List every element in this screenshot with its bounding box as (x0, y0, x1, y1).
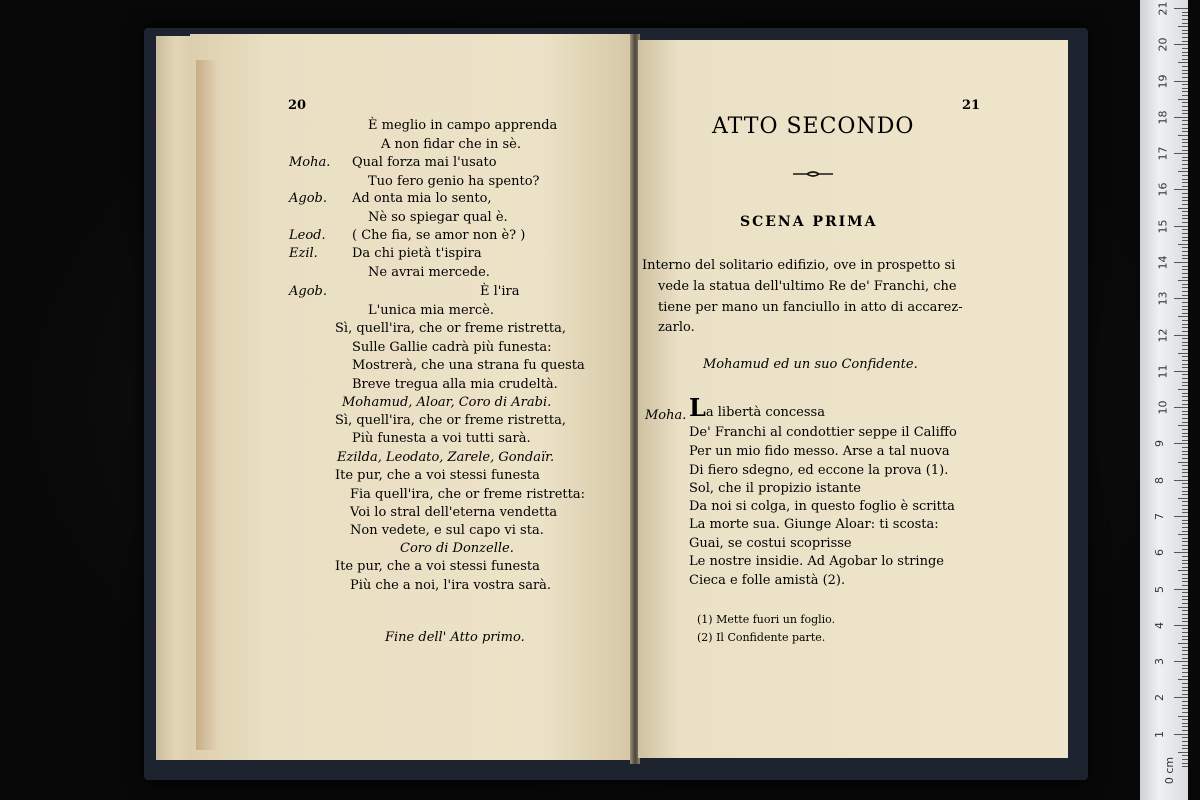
footnote: (1) Mette fuori un foglio. (697, 613, 836, 626)
ruler-tick (1182, 509, 1188, 510)
ruler-label: 3 (1153, 658, 1166, 666)
ruler-tick (1174, 226, 1188, 227)
ruler-tick (1182, 560, 1188, 561)
ruler-label: 2 (1153, 694, 1166, 702)
ruler-tick (1174, 552, 1188, 553)
verse-line: Sì, quell'ira, che or freme ristretta, (335, 321, 567, 336)
ornament-icon (793, 170, 833, 178)
ruler-tick (1182, 491, 1188, 492)
ruler-tick (1182, 269, 1188, 270)
ruler-tick (1182, 287, 1188, 288)
ruler-tick (1178, 607, 1188, 608)
ruler-tick (1182, 400, 1188, 401)
ruler-tick (1174, 117, 1188, 118)
ruler-tick (1182, 737, 1188, 738)
ruler-tick (1182, 66, 1188, 67)
ruler-tick (1182, 30, 1188, 31)
ruler-label: 7 (1153, 513, 1166, 520)
ruler-tick (1174, 335, 1188, 336)
ruler-tick (1182, 618, 1188, 619)
verse-line: Ite pur, che a voi stessi funesta (335, 559, 540, 574)
verse-line: Più che a noi, l'ira vostra sarà. (350, 578, 552, 593)
ruler-tick (1182, 309, 1188, 310)
ruler-tick (1182, 197, 1188, 198)
ruler-tick (1182, 690, 1188, 691)
ruler-tick (1182, 549, 1188, 550)
ruler-tick (1182, 157, 1188, 158)
act-title: ATTO SECONDO (712, 114, 915, 139)
ruler-tick (1182, 338, 1188, 339)
speaker-label: Leod. (289, 228, 326, 243)
ruler-tick (1182, 251, 1188, 252)
ruler-tick (1182, 131, 1188, 132)
ruler-tick (1182, 70, 1188, 71)
verse-line: Voi lo stral dell'eterna vendetta (350, 505, 558, 520)
ruler-tick (1178, 26, 1188, 27)
ruler-tick (1182, 168, 1188, 169)
verse-line: Sulle Gallie cadrà più funesta: (352, 340, 552, 355)
ruler-tick (1182, 182, 1188, 183)
ruler-tick (1182, 360, 1188, 361)
ruler-tick (1182, 240, 1188, 241)
ruler-label: 10 (1156, 400, 1170, 415)
ruler-tick (1174, 44, 1188, 45)
ruler-tick (1182, 59, 1188, 60)
ruler-tick (1174, 661, 1188, 662)
footnote: (2) Il Confidente parte. (697, 631, 826, 644)
ruler-label: 11 (1156, 364, 1170, 379)
right-page-number: 21 (962, 98, 981, 113)
ruler-tick (1182, 447, 1188, 448)
ruler-tick (1182, 665, 1188, 666)
ruler-tick (1182, 37, 1188, 38)
ruler-tick (1182, 741, 1188, 742)
ruler-tick (1174, 480, 1188, 481)
ruler-tick (1182, 88, 1188, 89)
ruler-tick (1174, 625, 1188, 626)
ruler-tick (1178, 316, 1188, 317)
ruler-tick (1182, 396, 1188, 397)
ruler-tick (1174, 371, 1188, 372)
ruler-tick (1182, 404, 1188, 405)
ruler-tick (1182, 748, 1188, 749)
ruler-tick (1182, 52, 1188, 53)
page-stain (196, 60, 218, 750)
ruler-tick (1182, 382, 1188, 383)
ruler-label: 6 (1153, 549, 1166, 557)
ruler-label: 21 (1156, 1, 1170, 16)
ruler-tick (1182, 719, 1188, 720)
ruler-tick (1182, 331, 1188, 332)
ruler-tick (1178, 570, 1188, 571)
ruler-tick (1182, 512, 1188, 513)
ruler-tick (1182, 327, 1188, 328)
verse-line: Sì, quell'ira, che or freme ristretta, (335, 413, 567, 428)
ruler-tick (1182, 436, 1188, 437)
ruler-tick (1182, 367, 1188, 368)
ruler-tick (1182, 110, 1188, 111)
ruler-tick (1182, 291, 1188, 292)
ruler-tick (1182, 520, 1188, 521)
ruler-tick (1182, 429, 1188, 430)
ruler-tick (1182, 599, 1188, 600)
ruler-tick (1182, 723, 1188, 724)
ruler-tick (1178, 244, 1188, 245)
ruler-tick (1182, 295, 1188, 296)
ruler-tick (1182, 531, 1188, 532)
verse-line: Tuo fero genio ha spento? (368, 174, 540, 189)
ruler-tick (1182, 454, 1188, 455)
ruler-tick (1182, 146, 1188, 147)
ruler-tick (1174, 443, 1188, 444)
stage-direction-line: zarlo. (658, 320, 695, 335)
ruler-label: 1 (1153, 730, 1166, 738)
verse-line: Ad onta mia lo sento, (352, 191, 492, 206)
ruler-tick (1182, 91, 1188, 92)
ruler-tick (1182, 763, 1188, 764)
ruler-tick (1178, 462, 1188, 463)
ruler-tick (1182, 712, 1188, 713)
ruler-label: 12 (1156, 328, 1170, 343)
verse-line-first (689, 393, 825, 422)
ruler-tick (1182, 433, 1188, 434)
ruler-tick (1182, 683, 1188, 684)
ruler-tick (1182, 84, 1188, 85)
ruler-tick (1182, 672, 1188, 673)
ruler-tick (1182, 726, 1188, 727)
ruler-tick (1182, 77, 1188, 78)
ruler-label: 18 (1156, 110, 1170, 125)
ruler-tick (1182, 48, 1188, 49)
ruler-tick (1182, 175, 1188, 176)
ruler-tick (1174, 262, 1188, 263)
ruler-tick (1182, 440, 1188, 441)
speaker-label: Moha. (645, 408, 687, 423)
verse-line: Guai, se costui scoprisse (689, 536, 852, 551)
ruler-label: 9 (1153, 440, 1166, 448)
ruler-tick (1182, 745, 1188, 746)
measuring-ruler (1140, 0, 1188, 800)
ruler-tick (1182, 694, 1188, 695)
ruler-label: 19 (1156, 74, 1170, 89)
ruler-tick (1182, 472, 1188, 473)
ruler-tick (1182, 237, 1188, 238)
left-page-number: 20 (288, 98, 307, 113)
ruler-tick (1182, 218, 1188, 219)
ruler-tick (1182, 41, 1188, 42)
ruler-tick (1182, 186, 1188, 187)
scene-characters: Mohamud ed un suo Confidente. (703, 357, 918, 372)
ruler-tick (1182, 567, 1188, 568)
verse-line: A non fidar che in sè. (381, 137, 521, 152)
ruler-tick (1174, 589, 1188, 590)
ruler-tick (1182, 527, 1188, 528)
ruler-tick (1182, 505, 1188, 506)
verse-line: Cieca e folle amistà (2). (689, 573, 846, 588)
ruler-tick (1178, 389, 1188, 390)
ruler-tick (1174, 153, 1188, 154)
verse-line: Per un mio fido messo. Arse a tal nuova (689, 444, 950, 459)
verse-line: Sol, che il propizio istante (689, 481, 861, 496)
ruler-label: 20 (1156, 37, 1170, 52)
ruler-tick (1182, 483, 1188, 484)
ruler-tick (1182, 284, 1188, 285)
ruler-tick (1182, 476, 1188, 477)
ruler-tick (1182, 465, 1188, 466)
verse-line: Fia quell'ira, che or freme ristretta: (350, 487, 586, 502)
ruler-tick (1182, 636, 1188, 637)
ruler-tick (1182, 621, 1188, 622)
ruler-tick (1182, 628, 1188, 629)
stage-direction-line: tiene per mano un fanciullo in atto di accarez- (658, 300, 963, 315)
ruler-tick (1182, 676, 1188, 677)
ruler-tick (1182, 385, 1188, 386)
ruler-tick (1182, 545, 1188, 546)
ruler-tick (1182, 320, 1188, 321)
act-ending: Fine dell' Atto primo. (385, 630, 525, 645)
ruler-tick (1182, 541, 1188, 542)
ruler-tick (1182, 596, 1188, 597)
ruler-tick (1178, 643, 1188, 644)
ruler-tick (1182, 451, 1188, 452)
ruler-tick (1182, 523, 1188, 524)
ruler-tick (1182, 701, 1188, 702)
ruler-tick (1182, 277, 1188, 278)
ruler-tick (1182, 313, 1188, 314)
verse-line: Qual forza mai l'usato (352, 155, 497, 170)
ruler-tick (1182, 342, 1188, 343)
stage-characters: Ezilda, Leodato, Zarele, Gondaïr. (337, 450, 555, 465)
verse-line: Breve tregua alla mia crudeltà. (352, 377, 558, 392)
ruler-tick (1178, 353, 1188, 354)
ruler-tick (1182, 120, 1188, 121)
ruler-tick (1182, 95, 1188, 96)
ruler-label: 4 (1153, 621, 1166, 629)
ruler-tick (1182, 469, 1188, 470)
ruler-tick (1182, 411, 1188, 412)
ruler-tick (1174, 697, 1188, 698)
ruler-tick (1182, 755, 1188, 756)
ruler-tick (1182, 266, 1188, 267)
ruler-tick (1182, 364, 1188, 365)
ruler-label: 8 (1153, 476, 1166, 484)
ruler-tick (1182, 592, 1188, 593)
ruler-tick (1182, 556, 1188, 557)
speaker-label: Moha. (289, 155, 331, 170)
ruler-tick (1182, 229, 1188, 230)
ruler-tick (1182, 55, 1188, 56)
ruler-tick (1182, 610, 1188, 611)
ruler-tick (1182, 668, 1188, 669)
ruler-tick (1182, 766, 1188, 767)
speaker-label: Agob. (289, 284, 327, 299)
ruler-tick (1178, 135, 1188, 136)
ruler-tick (1182, 578, 1188, 579)
verse-line: Ite pur, che a voi stessi funesta (335, 468, 540, 483)
ruler-tick (1182, 705, 1188, 706)
ruler-tick (1182, 687, 1188, 688)
ruler-tick (1178, 99, 1188, 100)
verse-line: De' Franchi al condottier seppe il Califfo (689, 425, 957, 440)
verse-line: Mostrerà, che una strana fu questa (352, 358, 585, 373)
ruler-tick (1174, 407, 1188, 408)
ruler-tick (1182, 393, 1188, 394)
ruler-tick (1174, 81, 1188, 82)
ruler-tick (1182, 581, 1188, 582)
verse-line: Da chi pietà t'ispira (352, 246, 482, 261)
ruler-tick (1182, 647, 1188, 648)
stage-direction-line: Interno del solitario edifizio, ove in prospetto si (642, 258, 956, 273)
ruler-tick (1182, 422, 1188, 423)
speaker-label: Agob. (289, 191, 327, 206)
ruler-tick (1174, 734, 1188, 735)
ruler-tick (1182, 113, 1188, 114)
ruler-tick (1182, 15, 1188, 16)
ruler-tick (1182, 12, 1188, 13)
verse-line: Di fiero sdegno, ed eccone la prova (1). (689, 463, 949, 478)
ruler-label: 13 (1156, 291, 1170, 306)
verse-line: Le nostre insidie. Ad Agobar lo stringe (689, 554, 944, 569)
stage-direction-line: vede la statua dell'ultimo Re de' Franchi, che (658, 279, 957, 294)
drop-cap: L (689, 393, 706, 422)
ruler-tick (1182, 142, 1188, 143)
ruler-tick (1182, 658, 1188, 659)
ruler-tick (1182, 160, 1188, 161)
ruler-tick (1178, 679, 1188, 680)
ruler-tick (1182, 73, 1188, 74)
verse-line: La morte sua. Giunge Aloar: ti scosta: (689, 517, 939, 532)
ruler-label: 15 (1156, 219, 1170, 234)
ruler-tick (1182, 179, 1188, 180)
ruler-tick (1178, 752, 1188, 753)
ruler-tick (1182, 374, 1188, 375)
ruler-tick (1182, 247, 1188, 248)
ruler-tick (1182, 345, 1188, 346)
speaker-label: Ezil. (289, 246, 318, 261)
ruler-tick (1178, 171, 1188, 172)
scene-title: SCENA PRIMA (740, 214, 878, 230)
ruler-tick (1182, 563, 1188, 564)
verse-line: Da noi si colga, in questo foglio è scritta (689, 499, 955, 514)
ruler-tick (1182, 708, 1188, 709)
ruler-tick (1182, 211, 1188, 212)
ruler-tick (1182, 639, 1188, 640)
ruler-tick (1178, 498, 1188, 499)
ruler-tick (1182, 233, 1188, 234)
ruler-tick (1182, 356, 1188, 357)
ruler-tick (1182, 128, 1188, 129)
ruler-tick (1182, 302, 1188, 303)
ruler-label: 17 (1156, 146, 1170, 161)
ruler-tick (1182, 150, 1188, 151)
ruler-tick (1182, 487, 1188, 488)
ruler-tick (1178, 425, 1188, 426)
ruler-tick (1182, 501, 1188, 502)
ruler-tick (1182, 19, 1188, 20)
ruler-tick (1182, 632, 1188, 633)
ruler-tick (1182, 759, 1188, 760)
ruler-tick (1182, 654, 1188, 655)
verse-line: Non vedete, e sul capo vi sta. (350, 523, 544, 538)
ruler-tick (1182, 222, 1188, 223)
first-line-text: a libertà concessa (705, 405, 825, 420)
verse-line: ( Che fia, se amor non è? ) (352, 228, 526, 243)
ruler-label: 14 (1156, 255, 1170, 270)
ruler-tick (1182, 585, 1188, 586)
ruler-label: 16 (1156, 182, 1170, 197)
ruler-tick (1182, 258, 1188, 259)
ruler-tick (1182, 139, 1188, 140)
ruler-tick (1182, 193, 1188, 194)
ruler-tick (1182, 538, 1188, 539)
ruler-tick (1182, 273, 1188, 274)
verse-line: L'unica mia mercè. (368, 303, 494, 318)
verse-line: Ne avrai mercede. (368, 265, 490, 280)
verse-line: È l'ira (480, 284, 520, 299)
stage-characters: Coro di Donzelle. (400, 541, 514, 556)
ruler-tick (1182, 23, 1188, 24)
ruler-tick (1178, 534, 1188, 535)
ruler-tick (1182, 650, 1188, 651)
ruler-tick (1182, 33, 1188, 34)
ruler-tick (1182, 106, 1188, 107)
ruler-tick (1178, 716, 1188, 717)
ruler-label: 0 cm (1163, 756, 1177, 785)
ruler-tick (1182, 306, 1188, 307)
ruler-tick (1182, 414, 1188, 415)
ruler-tick (1174, 189, 1188, 190)
verse-line: Nè so spiegar qual è. (368, 210, 508, 225)
ruler-tick (1182, 255, 1188, 256)
ruler-tick (1182, 200, 1188, 201)
ruler-tick (1182, 102, 1188, 103)
ruler-tick (1178, 280, 1188, 281)
ruler-tick (1182, 324, 1188, 325)
ruler-tick (1182, 124, 1188, 125)
ruler-tick (1182, 349, 1188, 350)
ruler-tick (1182, 730, 1188, 731)
ruler-tick (1182, 378, 1188, 379)
ruler-tick (1178, 62, 1188, 63)
ruler-tick (1178, 208, 1188, 209)
ruler-tick (1174, 8, 1188, 9)
ruler-tick (1182, 418, 1188, 419)
verse-line: È meglio in campo apprenda (368, 118, 558, 133)
ruler-tick (1182, 204, 1188, 205)
stage-characters: Mohamud, Aloar, Coro di Arabi. (342, 395, 552, 410)
ruler-tick (1182, 164, 1188, 165)
ruler-tick (1182, 494, 1188, 495)
verse-line: Più funesta a voi tutti sarà. (352, 431, 531, 446)
ruler-tick (1182, 574, 1188, 575)
ruler-tick (1174, 298, 1188, 299)
ruler-tick (1182, 458, 1188, 459)
ruler-tick (1182, 614, 1188, 615)
ruler-label: 5 (1153, 585, 1166, 593)
ruler-tick (1182, 215, 1188, 216)
ruler-tick (1182, 603, 1188, 604)
ruler-tick (1174, 516, 1188, 517)
